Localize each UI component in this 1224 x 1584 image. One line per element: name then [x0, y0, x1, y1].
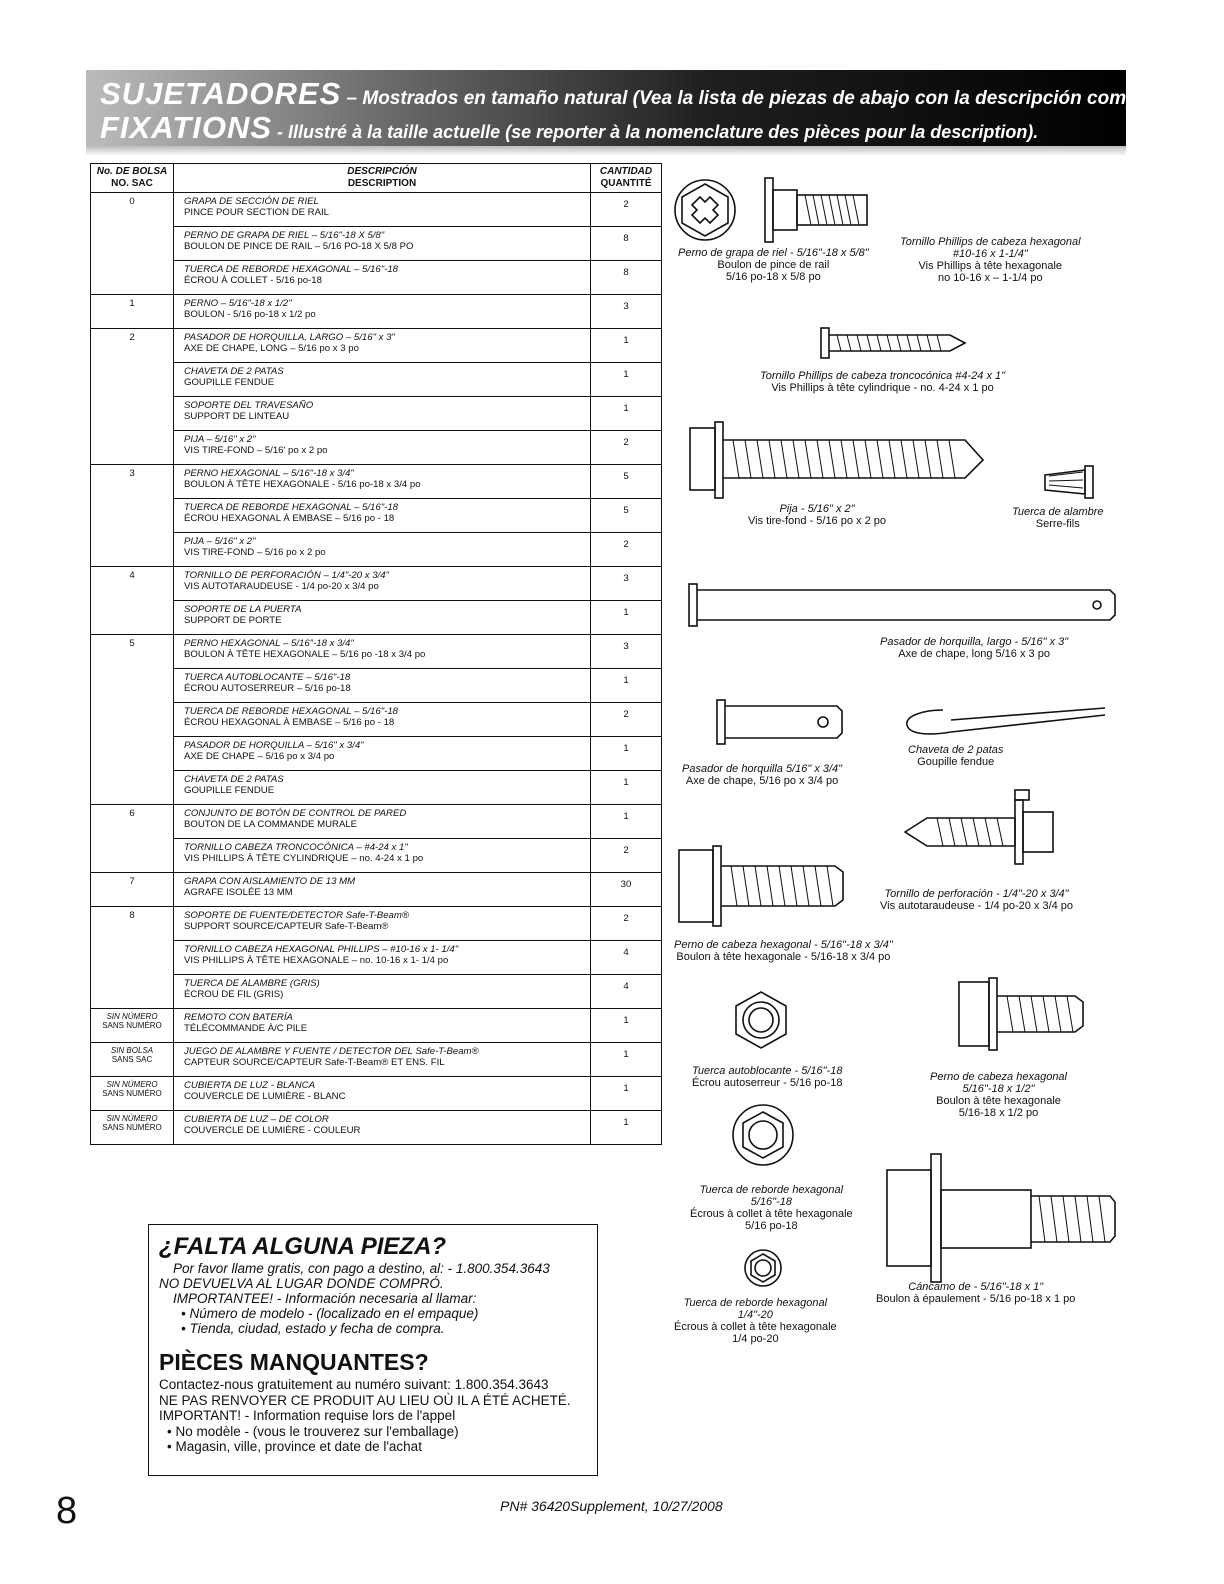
description-cell: [174, 771, 591, 805]
description-cell: [174, 1077, 591, 1111]
description-french: ÉCROU DE FIL (GRIS): [184, 989, 284, 1000]
quantity-cell: 30: [591, 873, 662, 907]
caption-cotter-pin: Chaveta de 2 patas Goupille fendue: [908, 744, 1004, 768]
description-spanish: TORNILLO CABEZA HEXAGONAL PHILLIPS – #10-16 x 1- 1/4": [184, 944, 459, 955]
table-row: [91, 261, 662, 295]
bag-number-cell: 8: [91, 907, 174, 1009]
description-spanish: GRAPA CON AISLAMIENTO DE 13 MM: [184, 876, 356, 887]
footer-part-number: PN# 36420Supplement, 10/27/2008: [500, 1498, 723, 1514]
caption-rail-bolt: Perno de grapa de riel - 5/16"-18 x 5/8" Boulon de pince de rail 5/16 po-18 x 5/8 po: [678, 247, 869, 283]
quantity-cell: 3: [591, 635, 662, 669]
table-row: [91, 1077, 662, 1111]
lock-nut-icon: [736, 992, 786, 1048]
table-row: [91, 1009, 662, 1043]
caption-wire-nut: Tuerca de alambre Serre-fils: [1012, 506, 1104, 530]
table-row: [91, 839, 662, 873]
description-french: BOUTON DE LA COMMANDE MURALE: [184, 819, 358, 830]
parts-table: [90, 163, 662, 1145]
description-cell: [174, 431, 591, 465]
quantity-cell: 1: [591, 1111, 662, 1145]
hex-bolt-short-icon: [959, 978, 1083, 1050]
description-cell: [174, 465, 591, 499]
hex-bolt-icon: [679, 846, 843, 926]
quantity-cell: 8: [591, 261, 662, 295]
description-spanish: PERNO DE GRAPA DE RIEL – 5/16"-18 X 5/8": [184, 230, 385, 241]
description-cell: [174, 1111, 591, 1145]
caption-flange-nut-14: Tuerca de reborde hexagonal 1/4"-20 Écrous à collet à tête hexagonale 1/4 po-20: [674, 1297, 837, 1345]
header-spanish: SUJETADORES – Mostrados en tamaño natural (Vea la lista de piezas de abajo con la descripción completa.): [100, 76, 1183, 111]
description-french: BOULON DE PINCE DE RAIL – 5/16 PO-18 X 5/8 PO: [184, 241, 414, 252]
bag-label-fr: SANS NUMÉRO: [102, 1123, 162, 1132]
table-row: [91, 1043, 662, 1077]
description-french: SUPPORT SOURCE/CAPTEUR Safe-T-Beam®: [184, 921, 389, 932]
quantity-cell: 2: [591, 431, 662, 465]
quantity-cell: 1: [591, 1009, 662, 1043]
description-cell: [174, 1043, 591, 1077]
description-french: ÉCROU AUTOSERREUR – 5/16 po-18: [184, 683, 351, 694]
cotter-pin-icon: [907, 708, 1105, 734]
description-spanish: CUBIERTA DE LUZ - BLANCA: [184, 1080, 315, 1091]
quantity-cell: 3: [591, 567, 662, 601]
table-row: [91, 771, 662, 805]
description-cell: [174, 227, 591, 261]
pan-head-screw-icon: [821, 328, 965, 358]
bag-number-cell: [91, 1077, 174, 1111]
clevis-pin-long-icon: [689, 584, 1115, 626]
caption-hex-phillips-screw: Tornillo Phillips de cabeza hexagonal #10-16 x 1-1/4" Vis Phillips à tête hexagonale no 10-16 x – 1-1/4 po: [900, 236, 1081, 284]
bag-number-cell: [91, 1111, 174, 1145]
description-french: ÉCROU HEXAGONAL À EMBASE – 5/16 po - 18: [184, 717, 395, 728]
description-spanish: REMOTO CON BATERÍA: [184, 1012, 293, 1023]
description-cell: [174, 295, 591, 329]
quantity-cell: 2: [591, 193, 662, 227]
caption-shoulder-bolt: Cáncamo de - 5/16"-18 x 1" Boulon à épaulement - 5/16 po-18 x 1 po: [876, 1281, 1076, 1305]
bag-label-es: SIN NÚMERO: [106, 1012, 158, 1021]
caption-hex-bolt: Perno de cabeza hexagonal - 5/16"-18 x 3/4" Boulon à tête hexagonale - 5/16-18 x 3/4 po: [674, 939, 893, 963]
description-spanish: TUERCA DE REBORDE HEXAGONAL – 5/16"-18: [184, 706, 399, 717]
quantity-cell: 3: [591, 295, 662, 329]
table-header-row: [91, 164, 662, 193]
description-spanish: PIJA – 5/16" x 2": [184, 434, 256, 445]
quantity-cell: 2: [591, 703, 662, 737]
description-french: AGRAFE ISOLÉE 13 MM: [184, 887, 293, 898]
bag-number-cell: 3: [91, 465, 174, 567]
bag-label-es: SIN NÚMERO: [106, 1080, 158, 1089]
quantity-cell: 2: [591, 839, 662, 873]
quantity-cell: 1: [591, 363, 662, 397]
bag-label-es: SIN BOLSA: [110, 1046, 154, 1055]
quantity-cell: 8: [591, 227, 662, 261]
description-cell: [174, 907, 591, 941]
description-french: GOUPILLE FENDUE: [184, 377, 275, 388]
wire-nut-icon: [1045, 466, 1093, 498]
description-spanish: PIJA – 5/16" x 2": [184, 536, 256, 547]
bag-number-cell: 5: [91, 635, 174, 805]
shoulder-bolt-icon: [887, 1154, 1115, 1282]
bag-label-fr: SANS NUMÉRO: [102, 1089, 162, 1098]
quantity-cell: 5: [591, 465, 662, 499]
description-cell: [174, 533, 591, 567]
quantity-cell: 2: [591, 907, 662, 941]
description-spanish: PERNO HEXAGONAL – 5/16"-18 x 3/4": [184, 638, 354, 649]
description-french: COUVERCLE DE LUMIÈRE - BLANC: [184, 1091, 346, 1102]
caption-flange-nut-516: Tuerca de reborde hexagonal 5/16"-18 Écrous à collet à tête hexagonale 5/16 po-18: [690, 1184, 853, 1232]
table-row: [91, 873, 662, 907]
caption-self-tapping-screw: Tornillo de perforación - 1/4"-20 x 3/4" Vis autotaraudeuse - 1/4 po-20 x 3/4 po: [880, 888, 1074, 912]
bag-number-cell: 1: [91, 295, 174, 329]
description-french: SUPPORT DE LINTEAU: [184, 411, 290, 422]
quantity-cell: 1: [591, 601, 662, 635]
description-column-header: DESCRIPCIÓN DESCRIPTION: [174, 164, 591, 193]
bag-label-fr: SANS NUMÉRO: [102, 1021, 162, 1030]
table-row: [91, 533, 662, 567]
bag-number-cell: 6: [91, 805, 174, 873]
missing-french-text: Contactez-nous gratuitement au numéro suivant: 1.800.354.3643 NE PAS RENVOYER CE PRODUIT AU LIEU OÙ IL A ÉTÉ ACHETÉ. IMPORTANT! - Information requise lors de l'appel • No modèle - (vous le trouverez sur l'emballage) • Magasin, ville, province et date de l'achat: [159, 1377, 571, 1454]
table-row: [91, 737, 662, 771]
description-cell: [174, 193, 591, 227]
description-spanish: GRAPA DE SECCIÓN DE RIEL: [184, 196, 319, 207]
description-cell: [174, 363, 591, 397]
table-row: [91, 703, 662, 737]
bag-label-fr: SANS SAC: [111, 1055, 153, 1064]
description-spanish: PERNO – 5/16"-18 x 1/2": [184, 298, 292, 309]
description-spanish: TUERCA DE ALAMBRE (GRIS): [184, 978, 320, 989]
description-french: AXE DE CHAPE – 5/16 po x 3/4 po: [184, 751, 335, 762]
description-french: CAPTEUR SOURCE/CAPTEUR Safe-T-Beam® ET ENS. FIL: [184, 1057, 445, 1068]
missing-title-spanish: ¿FALTA ALGUNA PIEZA?: [159, 1233, 447, 1260]
description-spanish: SOPORTE DE LA PUERTA: [184, 604, 302, 615]
bag-number-cell: 2: [91, 329, 174, 465]
table-row: [91, 635, 662, 669]
description-french: VIS TIRE-FOND – 5/16 po x 2 po: [184, 547, 326, 558]
description-french: ÉCROU HEXAGONAL À EMBASE – 5/16 po - 18: [184, 513, 395, 524]
table-row: [91, 499, 662, 533]
quantity-cell: 1: [591, 771, 662, 805]
lag-screw-icon: [690, 422, 983, 498]
table-row: [91, 295, 662, 329]
bag-number-cell: [91, 1009, 174, 1043]
description-french: AXE DE CHAPE, LONG – 5/16 po x 3 po: [184, 343, 359, 354]
page-number: 8: [56, 1490, 78, 1532]
missing-parts-box: [148, 1224, 598, 1476]
bag-number-cell: 4: [91, 567, 174, 635]
flange-nut-large-icon: [733, 1105, 793, 1165]
quantity-cell: 5: [591, 499, 662, 533]
description-cell: [174, 635, 591, 669]
table-row: [91, 975, 662, 1009]
bag-number-cell: [91, 1043, 174, 1077]
header-banner: [86, 70, 1183, 146]
description-french: SUPPORT DE PORTE: [184, 615, 282, 626]
quantity-cell: 1: [591, 1077, 662, 1111]
table-row: [91, 397, 662, 431]
description-cell: [174, 567, 591, 601]
bag-number-cell: 7: [91, 873, 174, 907]
description-french: TÉLÉCOMMANDE À/C PILE: [184, 1023, 308, 1034]
description-spanish: CONJUNTO DE BOTÓN DE CONTROL DE PARED: [184, 808, 407, 819]
description-french: VIS PHILLIPS À TÊTE CYLINDRIQUE – no. 4-24 x 1 po: [184, 853, 424, 864]
quantity-cell: 1: [591, 805, 662, 839]
rail-bolt-icon: [765, 178, 867, 242]
bag-number-cell: 0: [91, 193, 174, 295]
self-tapping-screw-icon: [905, 790, 1053, 864]
description-cell: [174, 839, 591, 873]
description-spanish: TORNILLO CABEZA TRONCOCÓNICA – #4-24 x 1": [184, 842, 408, 853]
description-spanish: SOPORTE DE FUENTE/DETECTOR Safe-T-Beam®: [184, 910, 409, 921]
description-cell: [174, 941, 591, 975]
table-row: [91, 601, 662, 635]
description-spanish: TUERCA DE REBORDE HEXAGONAL – 5/16"-18: [184, 264, 399, 275]
description-french: BOULON À TÊTE HEXAGONALE – 5/16 po -18 x 3/4 po: [184, 649, 426, 660]
description-cell: [174, 261, 591, 295]
missing-spanish-text: Por favor llame gratis, con pago a destino, al: - 1.800.354.3643 NO DEVUELVA AL LUGAR DONDE COMPRÓ. IMPORTANTEE! - Información necesaria al llamar: • Número de modelo - (localizado en el empaque) • Tienda, ciudad, estado y fecha de compra.: [159, 1261, 550, 1336]
description-spanish: CHAVETA DE 2 PATAS: [184, 774, 284, 785]
quantity-cell: 1: [591, 669, 662, 703]
quantity-cell: 1: [591, 1043, 662, 1077]
description-cell: [174, 499, 591, 533]
table-row: [91, 329, 662, 363]
description-french: BOULON À TÊTE HEXAGONALE - 5/16 po-18 x 3/4 po: [184, 479, 421, 490]
table-row: [91, 1111, 662, 1145]
quantity-cell: 1: [591, 397, 662, 431]
bag-label-es: SIN NÚMERO: [106, 1114, 158, 1123]
description-cell: [174, 873, 591, 907]
table-row: [91, 193, 662, 227]
description-french: VIS PHILLIPS À TÊTE HEXAGONALE – no. 10-16 x 1- 1/4 po: [184, 955, 449, 966]
table-row: [91, 465, 662, 499]
quantity-cell: 1: [591, 737, 662, 771]
caption-clevis-pin-long: Pasador de horquilla, largo - 5/16" x 3" Axe de chape, long 5/16 x 3 po: [880, 636, 1069, 660]
description-cell: [174, 703, 591, 737]
description-cell: [174, 329, 591, 363]
banner-shadow: [86, 146, 1126, 156]
table-row: [91, 941, 662, 975]
clevis-pin-short-icon: [717, 700, 842, 744]
description-spanish: TORNILLO DE PERFORACIÓN – 1/4"-20 x 3/4": [184, 570, 389, 581]
quantity-cell: 4: [591, 975, 662, 1009]
description-spanish: JUEGO DE ALAMBRE Y FUENTE / DETECTOR DEL Safe-T-Beam®: [184, 1046, 479, 1057]
table-row: [91, 567, 662, 601]
table-row: [91, 363, 662, 397]
description-cell: [174, 669, 591, 703]
quantity-cell: 4: [591, 941, 662, 975]
caption-hex-bolt-short: Perno de cabeza hexagonal 5/16"-18 x 1/2" Boulon à tête hexagonale 5/16-18 x 1/2 po: [930, 1071, 1067, 1119]
description-french: VIS TIRE-FOND – 5/16' po x 2 po: [184, 445, 328, 456]
description-spanish: CUBIERTA DE LUZ – DE COLOR: [184, 1114, 329, 1125]
description-cell: [174, 975, 591, 1009]
description-french: COUVERCLE DE LUMIÈRE - COULEUR: [184, 1125, 361, 1136]
missing-title-french: PIÈCES MANQUANTES?: [159, 1349, 429, 1375]
description-spanish: PASADOR DE HORQUILLA, LARGO – 5/16" x 3": [184, 332, 395, 343]
description-french: BOULON - 5/16 po-18 x 1/2 po: [184, 309, 316, 320]
description-cell: [174, 1009, 591, 1043]
table-row: [91, 907, 662, 941]
description-french: ÉCROU À COLLET - 5/16 po-18: [184, 275, 322, 286]
description-french: PINCE POUR SECTION DE RAIL: [184, 207, 329, 218]
caption-lock-nut: Tuerca autoblocante - 5/16"-18 Écrou autoserreur - 5/16 po-18: [692, 1065, 843, 1089]
description-spanish: CHAVETA DE 2 PATAS: [184, 366, 284, 377]
description-spanish: PASADOR DE HORQUILLA – 5/16" x 3/4": [184, 740, 364, 751]
quantity-column-header: CANTIDAD QUANTITÉ: [591, 164, 662, 193]
quantity-cell: 1: [591, 329, 662, 363]
description-french: VIS AUTOTARAUDEUSE - 1/4 po-20 x 3/4 po: [184, 581, 379, 592]
description-cell: [174, 601, 591, 635]
description-cell: [174, 805, 591, 839]
description-cell: [174, 737, 591, 771]
phillips-head-icon: [675, 180, 735, 240]
table-row: [91, 431, 662, 465]
caption-lag-screw: Pija - 5/16" x 2" Vis tire-fond - 5/16 po x 2 po: [748, 503, 886, 527]
description-french: GOUPILLE FENDUE: [184, 785, 275, 796]
header-french: FIXATIONS - Illustré à la taille actuelle (se reporter à la nomenclature des pièces pour la description).: [100, 110, 1039, 145]
table-row: [91, 805, 662, 839]
table-row: [91, 669, 662, 703]
description-spanish: TUERCA DE REBORDE HEXAGONAL – 5/16"-18: [184, 502, 399, 513]
description-spanish: SOPORTE DEL TRAVESAÑO: [184, 400, 314, 411]
bag-column-header: No. DE BOLSA NO. SAC: [91, 164, 174, 193]
description-cell: [174, 397, 591, 431]
caption-clevis-pin-short: Pasador de horquilla 5/16" x 3/4" Axe de chape, 5/16 po x 3/4 po: [682, 763, 843, 787]
caption-pan-head-screw: Tornillo Phillips de cabeza troncocónica #4-24 x 1" Vis Phillips à tête cylindrique - no. 4-24 x 1 po: [760, 370, 1006, 394]
flange-nut-small-icon: [745, 1250, 781, 1286]
description-spanish: PERNO HEXAGONAL – 5/16"-18 x 3/4": [184, 468, 354, 479]
quantity-cell: 2: [591, 533, 662, 567]
table-row: [91, 227, 662, 261]
description-spanish: TUERCA AUTOBLOCANTE – 5/16"-18: [184, 672, 351, 683]
